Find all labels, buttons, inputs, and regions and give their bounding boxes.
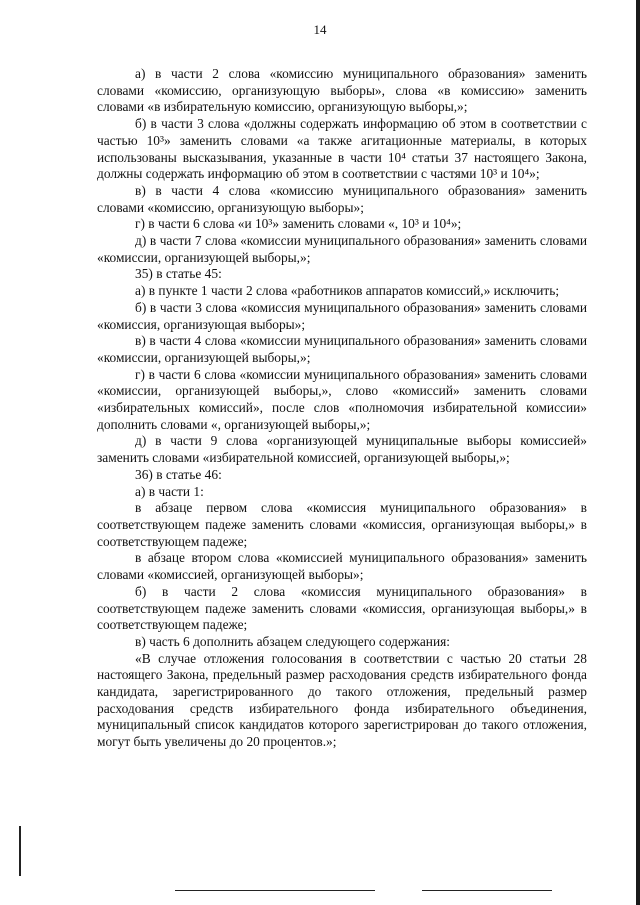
paragraph: б) в части 2 слова «комиссия муниципального образования» в соответствующем падеже заменить словами «комиссия, организующая выборы,» в соответствующем падеже; — [97, 583, 587, 633]
paragraph: г) в части 6 слова «комиссии муниципального образования» заменить словами «комиссии, организующей выборы,», слово «комиссий» заменить словами «избирательных комиссий», после слов «полномочия избирательной комиссии» дополнить словами «, организующей выборы,»; — [97, 366, 587, 432]
page-number: 14 — [313, 22, 327, 37]
paragraph: а) в пункте 1 части 2 слова «работников аппаратов комиссий,» исключить; — [135, 283, 560, 299]
paragraph: в) в части 4 слова «комиссию муниципального образования» заменить словами «комиссию, организующую выборы»; — [97, 182, 587, 215]
signature-line — [422, 890, 552, 891]
signature-line — [175, 890, 375, 891]
paragraph: г) в части 6 слова «и 10³» заменить словами «, 10³ и 10⁴»; — [135, 216, 462, 232]
paragraph: в абзаце втором слова «комиссией муниципального образования» заменить словами «комиссией, организующей выборы»; — [97, 550, 587, 583]
paragraph: 36) в статье 46: — [135, 466, 222, 482]
paragraph: д) в части 7 слова «комиссии муниципального образования» заменить словами «комиссии, организующей выборы,»; — [97, 233, 587, 265]
paragraph: «В случае отложения голосования в соответствии с частью 20 статьи 28 настоящего Закона, предельный размер расходования средств избирательного фонда кандидата, зарегистрированного до такого отложения, предельный размер расходования средств избирательного фонда избирательного объединения, муниципальный список кандидатов которого зарегистрирован до такого отложения, могут быть увеличены до 20 процентов.»; — [97, 650, 587, 750]
margin-mark — [19, 826, 21, 876]
paragraph: в) часть 6 дополнить абзацем следующего содержания: — [135, 633, 451, 649]
paragraph: д) в части 9 слова «организующей муниципальные выборы комиссией» заменить словами «избирательной комиссией, организующей выборы,»; — [97, 433, 587, 466]
document-body — [97, 66, 587, 751]
paragraph: в) в части 4 слова «комиссии муниципального образования» заменить словами «комиссии, организующей выборы,»; — [97, 333, 587, 365]
paragraph: а) в части 2 слова «комиссию муниципального образования» заменить словами «комиссию, организующую выборы», слова «в комиссию» заменить словами «в избирательную комиссию, организующую выборы,»; — [97, 66, 587, 115]
paragraph: в абзаце первом слова «комиссия муниципального образования» в соответствующем падеже заменить словами «комиссия, организующая выборы,» в соответствующем падеже; — [97, 500, 587, 549]
scan-edge-shadow — [636, 0, 640, 905]
paragraph: б) в части 3 слова «комиссия муниципального образования» заменить словами «комиссия, организующая выборы»; — [97, 299, 587, 332]
paragraph: 35) в статье 45: — [135, 266, 222, 282]
paragraph: а) в части 1: — [135, 483, 204, 499]
paragraph: б) в части 3 слова «должны содержать информацию об этом в соответствии с частью 10³» заменить словами «а также агитационные материалы, в которых использованы высказывания, указанные в части 10⁴ статьи 37 настоящего Закона, должны содержать информацию об этом в соответствии с частями 10³ и 10⁴»; — [97, 116, 587, 182]
